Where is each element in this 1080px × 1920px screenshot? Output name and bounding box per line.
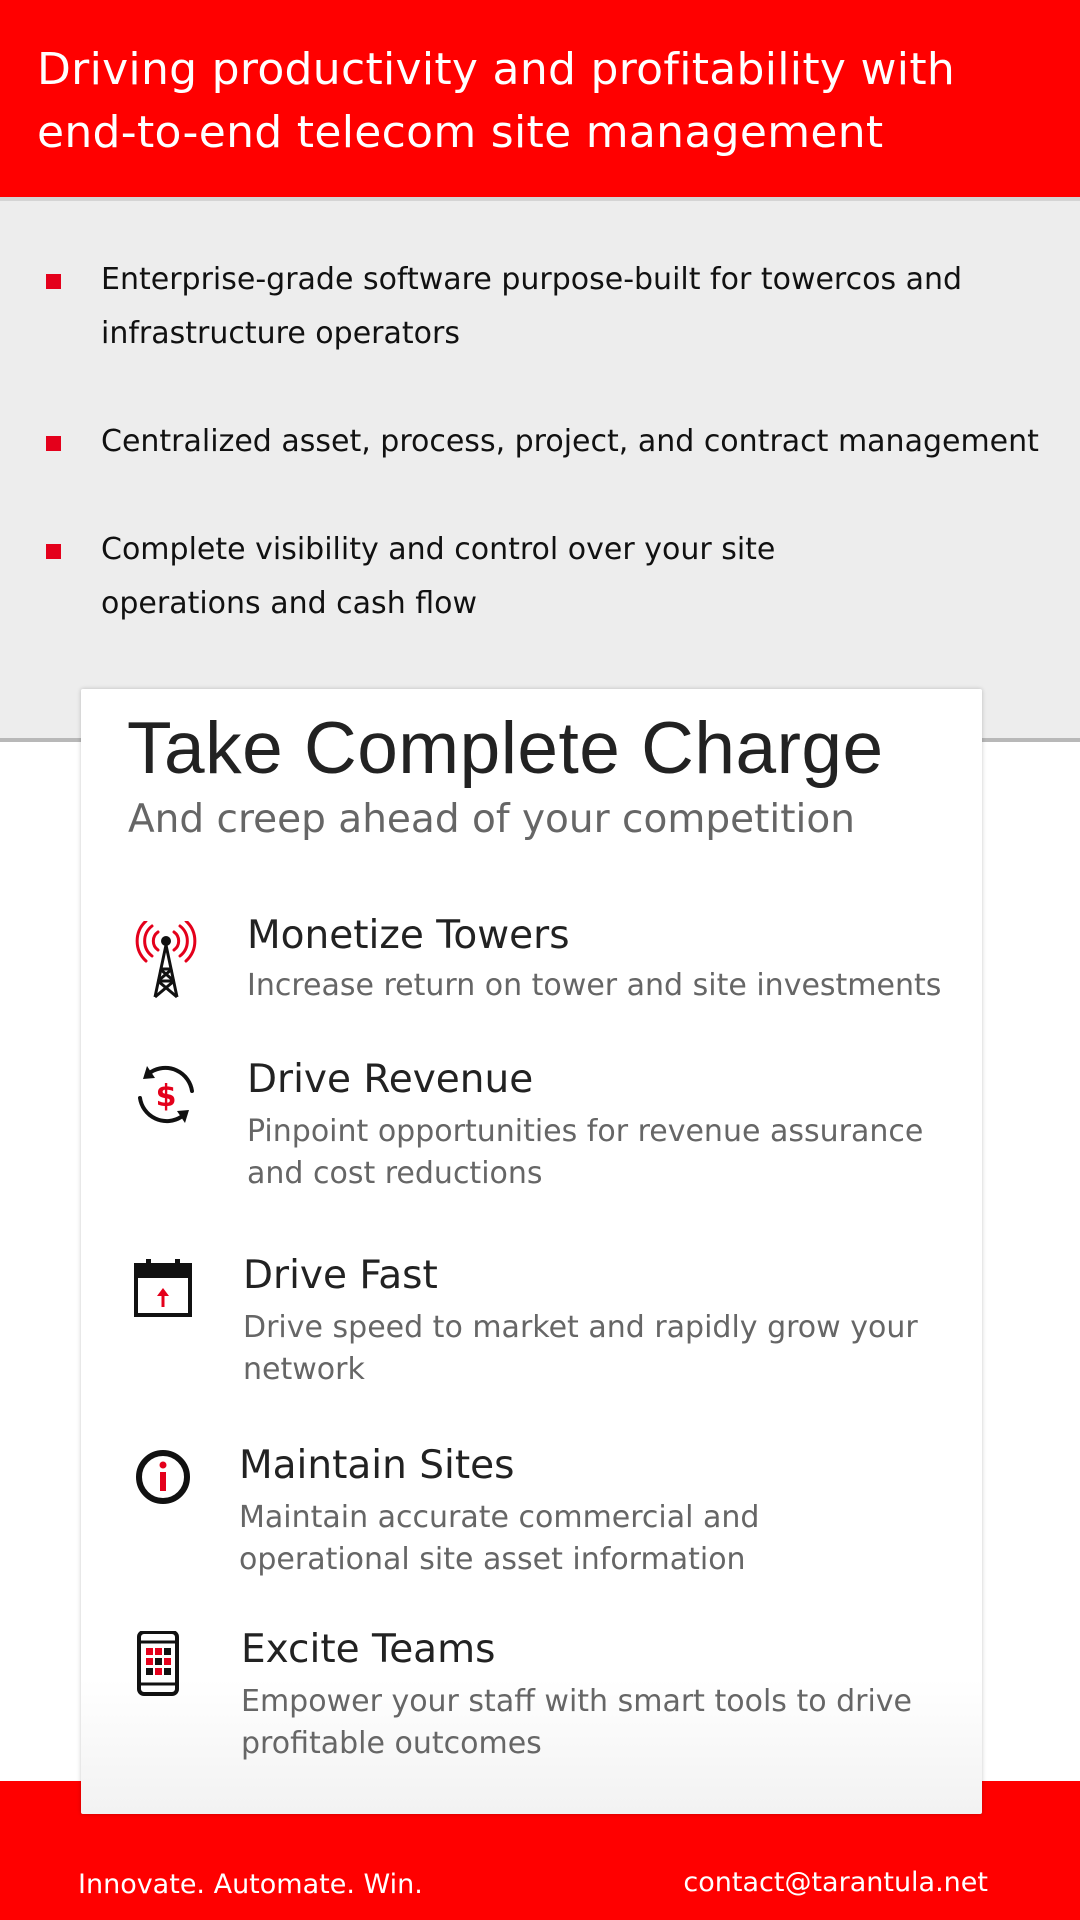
feature-description: Drive speed to market and rapidly grow your network	[243, 1310, 918, 1387]
svg-text:$: $	[155, 1079, 177, 1114]
dollar-cycle-icon	[131, 1057, 201, 1137]
footer-tagline: Innovate. Automate. Win.	[78, 1869, 423, 1900]
feature-title: Drive Fast	[243, 1253, 438, 1298]
page-title: Driving productivity and profitability with end-to-end telecom site management	[37, 44, 956, 158]
info-icon	[133, 1447, 203, 1527]
feature-card	[81, 689, 982, 1814]
card-subtitle: And creep ahead of your competition	[128, 797, 855, 842]
feature-description: Increase return on tower and site investments	[247, 968, 942, 1003]
benefit-text: Complete visibility and control over your site operations and cash flow	[101, 532, 776, 621]
feature-description: Pinpoint opportunities for revenue assurance and cost reductions	[247, 1114, 924, 1191]
feature-title: Monetize Towers	[247, 913, 570, 958]
bullet-square-icon	[46, 274, 61, 289]
feature-description: Maintain accurate commercial and operational site asset information	[239, 1500, 760, 1577]
feature-description: Empower your staff with smart tools to drive profitable outcomes	[241, 1684, 913, 1761]
feature-title: Drive Revenue	[247, 1057, 534, 1102]
calendar-icon	[131, 1259, 201, 1339]
benefit-text: Enterprise-grade software purpose-built for towercos and infrastructure operators	[101, 262, 963, 351]
benefit-text: Centralized asset, process, project, and contract management	[101, 424, 1039, 459]
bullet-square-icon	[46, 436, 61, 451]
mobile-phone-icon	[133, 1631, 203, 1711]
card-title: Take Complete Charge	[127, 708, 884, 789]
bullet-square-icon	[46, 544, 61, 559]
benefits-band	[0, 197, 1080, 742]
radio-tower-icon	[131, 921, 201, 1001]
feature-title: Maintain Sites	[239, 1443, 515, 1488]
feature-title: Excite Teams	[241, 1627, 496, 1672]
header-banner	[0, 0, 1080, 197]
contact-email-link[interactable]: contact@tarantula.net	[683, 1867, 988, 1898]
